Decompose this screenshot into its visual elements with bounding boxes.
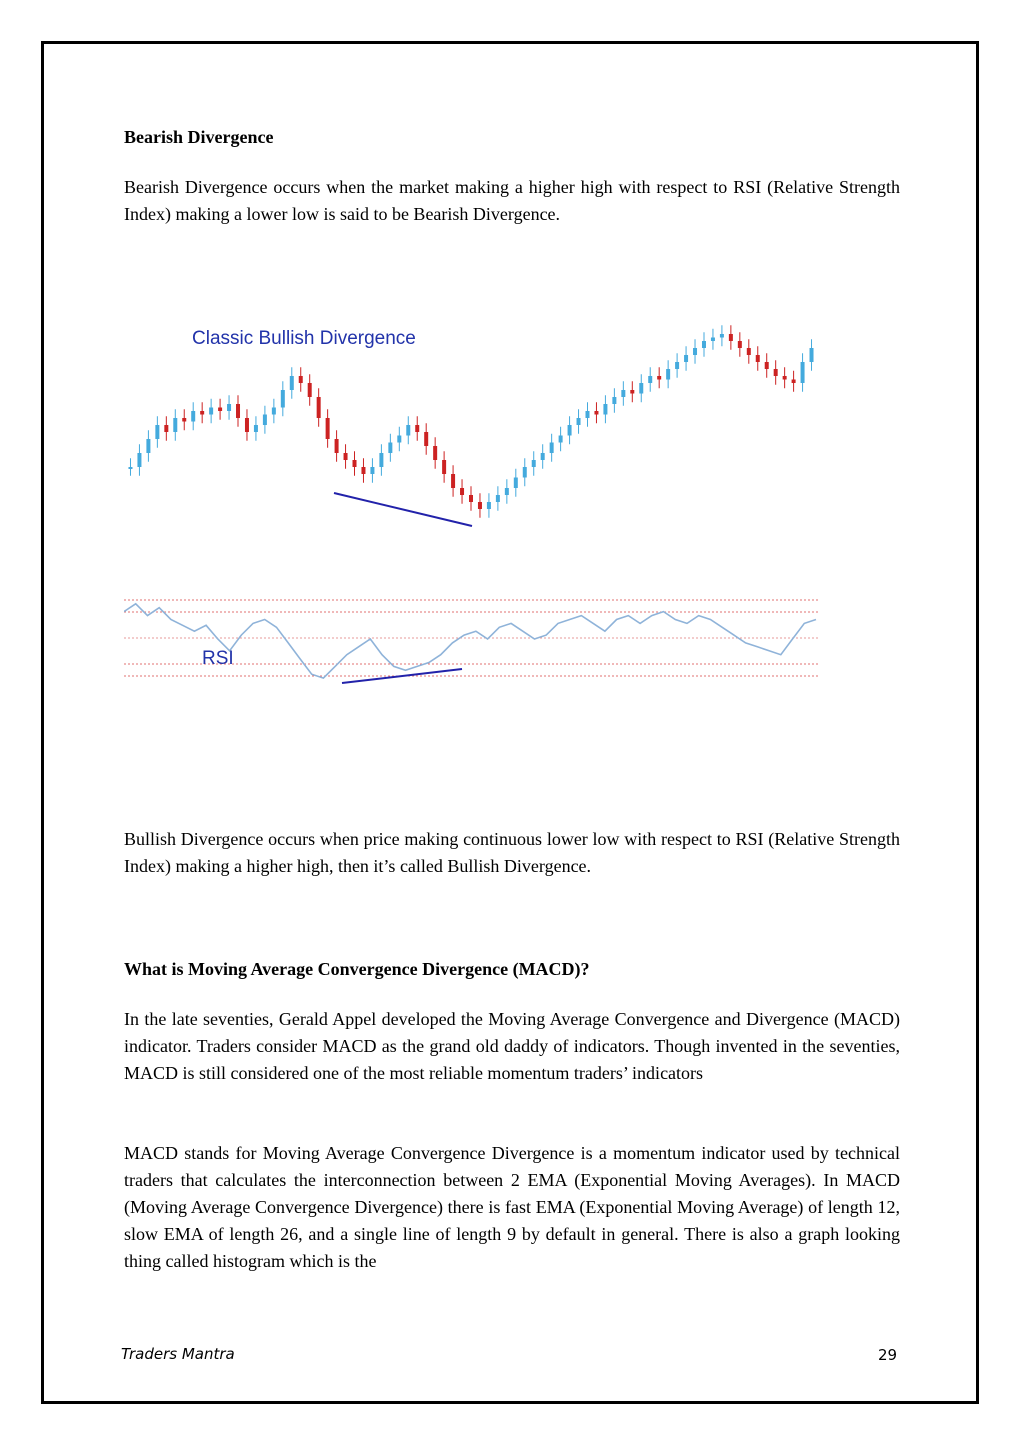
candle-body — [585, 411, 589, 418]
paragraph-bullish-divergence: Bullish Divergence occurs when price making continuous lower low with respect to RSI (Relative Strength Index) making a higher high, then it’s called Bullish Divergence. — [124, 829, 900, 876]
candle-body — [496, 495, 500, 502]
divergence-chart — [124, 300, 818, 750]
candle-body — [281, 390, 285, 408]
candle-body — [361, 467, 365, 474]
candle-body — [424, 432, 428, 446]
candle-body — [505, 488, 509, 495]
candle-body — [792, 380, 796, 384]
candle-body — [711, 338, 715, 342]
candle-body — [684, 355, 688, 362]
candle-body — [227, 404, 231, 411]
candle-body — [639, 383, 643, 394]
candle-body — [272, 408, 276, 415]
candle-body — [783, 376, 787, 380]
candle-body — [451, 474, 455, 488]
paragraph-macd-definition: MACD stands for Moving Average Convergence Divergence is a momentum indicator used by technical traders that calculates the interconnection between 2 EMA (Exponential Moving Averages). In MACD (Moving Average Convergence Divergence) there is fast EMA (Exponential Moving Average) of length 12, slow EMA of length 26, and a single line of length 9 by default in general. There is also a graph looking thing called histogram which is the — [124, 1143, 900, 1271]
candle-body — [236, 404, 240, 418]
candle-body — [702, 341, 706, 348]
footer-title: Traders Mantra — [121, 1345, 235, 1363]
candle-body — [550, 443, 554, 454]
candle-body — [487, 502, 491, 509]
candle-body — [810, 348, 814, 362]
candle-body — [388, 443, 392, 454]
candle-body — [603, 404, 607, 415]
candle-body — [756, 355, 760, 362]
candle-body — [541, 453, 545, 460]
candle-body — [317, 397, 321, 418]
paragraph-bearish-divergence: Bearish Divergence occurs when the market making a higher high with respect to RSI (Relative Strength Index) making a lower low is said to be Bearish Divergence. — [124, 177, 900, 224]
candle-body — [344, 453, 348, 460]
candle-body — [290, 376, 294, 390]
candle-body — [433, 446, 437, 460]
candle-body — [254, 425, 258, 432]
candle-body — [801, 362, 805, 383]
candle-body — [173, 418, 177, 432]
candle-body — [747, 348, 751, 355]
candle-body — [370, 467, 374, 474]
candle-body — [523, 467, 527, 478]
candle-body — [720, 334, 724, 338]
candle-body — [263, 415, 267, 426]
candle-body — [594, 411, 598, 415]
candle-body — [568, 425, 572, 436]
rsi-label: RSI — [202, 648, 234, 669]
candle-body — [657, 376, 661, 380]
candle-body — [353, 460, 357, 467]
candle-body — [738, 341, 742, 348]
page-number: 29 — [878, 1346, 898, 1364]
candle-body — [406, 425, 410, 436]
candle-body — [182, 418, 186, 422]
candle-body — [415, 425, 419, 432]
candle-body — [326, 418, 330, 439]
candle-body — [469, 495, 473, 502]
candle-body — [774, 369, 778, 376]
candle-body — [308, 383, 312, 397]
candle-body — [460, 488, 464, 495]
candle-body — [146, 439, 150, 453]
candle-body — [648, 376, 652, 383]
candle-body — [137, 453, 141, 467]
candle-body — [200, 411, 204, 415]
candle-body — [379, 453, 383, 467]
candle-body — [155, 425, 159, 439]
candle-body — [335, 439, 339, 453]
candle-body — [442, 460, 446, 474]
candle-body — [630, 390, 634, 394]
candle-body — [532, 460, 536, 467]
chart-title: Classic Bullish Divergence — [192, 328, 416, 349]
candle-body — [675, 362, 679, 369]
candle-body — [612, 397, 616, 404]
section-heading-bearish: Bearish Divergence — [124, 127, 274, 147]
candle-body — [577, 418, 581, 425]
candle-body — [191, 411, 195, 422]
candle-body — [478, 502, 482, 509]
candle-body — [621, 390, 625, 397]
candle-body — [397, 436, 401, 443]
candle-body — [729, 334, 733, 341]
candle-body — [299, 376, 303, 383]
candle-body — [666, 369, 670, 380]
divergence-chart-figure — [124, 300, 818, 750]
candle-body — [209, 408, 213, 415]
candle-body — [245, 418, 249, 432]
candle-body — [693, 348, 697, 355]
candle-body — [164, 425, 168, 432]
paragraph-macd-history: In the late seventies, Gerald Appel developed the Moving Average Convergence and Divergence (MACD) indicator. Traders consider MACD as the grand old daddy of indicators. Though invented in the seventies, MACD is still considered one of the most reliable momentum traders’ indicators — [124, 1009, 900, 1083]
candle-body — [218, 408, 222, 412]
candle-body — [128, 467, 132, 469]
candle-body — [765, 362, 769, 369]
section-heading-macd: What is Moving Average Convergence Divergence (MACD)? — [124, 959, 590, 979]
candle-body — [514, 478, 518, 489]
candle-body — [559, 436, 563, 443]
